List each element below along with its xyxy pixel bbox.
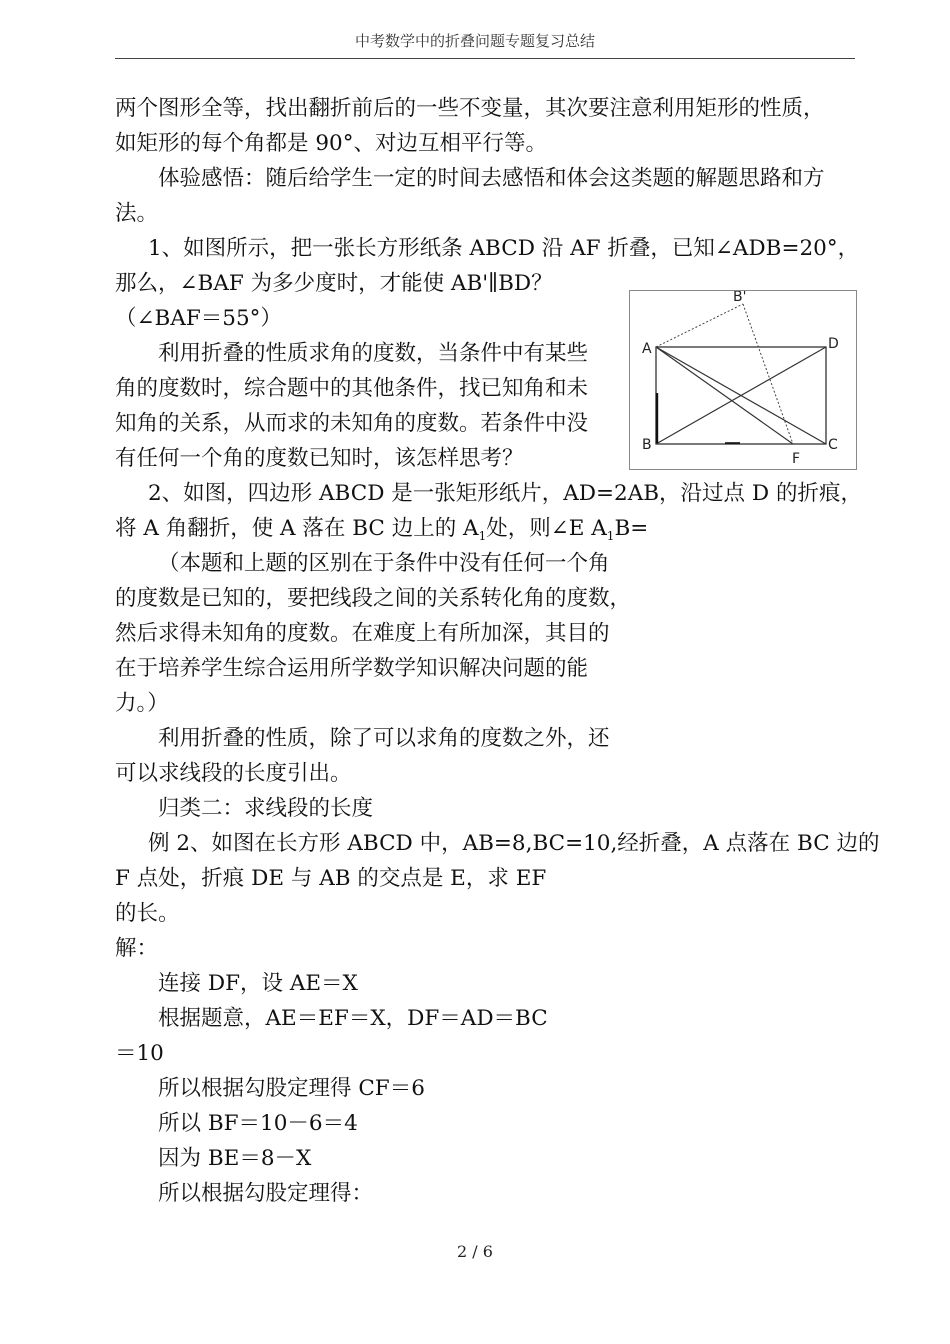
text-line: 体验感悟：随后给学生一定的时间去感悟和体会这类题的解题思路和方 — [158, 166, 825, 191]
solution-step: 所以根据勾股定理得 CF＝6 — [158, 1076, 425, 1101]
text-line: 那么，∠BAF 为多少度时，才能使 AB'∥BD？ — [115, 271, 553, 296]
text-line: F 点处，折痕 DE 与 AB 的交点是 E，求 EF — [115, 866, 547, 891]
text-line: 的度数是已知的，要把线段之间的关系转化角的度数， — [115, 586, 632, 611]
solution-step: 所以 BF＝10－6＝4 — [158, 1111, 358, 1136]
text-line: 两个图形全等，找出翻折前后的一些不变量，其次要注意利用矩形的性质， — [115, 96, 825, 121]
fold-line-af — [656, 347, 793, 444]
label-b: B — [642, 437, 652, 453]
example-2: 例 2、如图在长方形 ABCD 中，AB=8,BC=10,经折叠，A 点落在 BC 边的 — [148, 831, 880, 856]
text-line: 然后求得未知角的度数。在难度上有所加深，其目的 — [115, 621, 610, 646]
solution-step: 连接 DF，设 AE＝X — [158, 971, 358, 996]
problem-2: 2、如图，四边形 ABCD 是一张矩形纸片，AD=2AB，沿过点 D 的折痕， — [148, 481, 862, 506]
problem-1: 1、如图所示，把一张长方形纸条 ABCD 沿 AF 折叠，已知∠ADB=20°， — [148, 236, 860, 261]
text-line: 法。 — [115, 201, 159, 226]
text-line: 角的度数时，综合题中的其他条件，找已知角和未 — [115, 376, 589, 401]
answer-1: （∠BAF＝55°） — [115, 306, 282, 331]
solution-label: 解： — [115, 936, 159, 961]
text-span: 将 A 角翻折，使 A 落在 BC 边上的 A — [115, 516, 479, 541]
page-header: 中考数学中的折叠问题专题复习总结 — [354, 32, 595, 50]
text-line: 利用折叠的性质，除了可以求角的度数之外，还 — [158, 726, 610, 751]
fold-figure — [629, 290, 857, 470]
text-line: （本题和上题的区别在于条件中没有任何一个角 — [158, 551, 610, 576]
solution-step: 根据题意，AE＝EF＝X，DF＝AD＝BC — [158, 1006, 548, 1031]
solution-step: 所以根据勾股定理得： — [158, 1181, 374, 1206]
label-c: C — [828, 437, 838, 453]
solution-step: 因为 BE＝8－X — [158, 1146, 312, 1171]
dotted-b-prime-f — [743, 304, 793, 444]
text-span: 处，则∠E A — [486, 516, 607, 541]
label-b-prime: B' — [733, 291, 747, 305]
label-f: F — [792, 451, 801, 467]
text-line: 有任何一个角的度数已知时，该怎样思考？ — [115, 446, 524, 471]
label-a: A — [642, 341, 652, 357]
text-line: 的长。 — [115, 901, 180, 926]
text-line: 力。） — [115, 691, 169, 716]
text-span: B= — [614, 516, 649, 541]
dotted-ab-prime — [656, 304, 743, 347]
subscript: 1 — [606, 529, 615, 543]
section-heading: 归类二：求线段的长度 — [158, 796, 374, 821]
text-line: 在于培养学生综合运用所学数学知识解决问题的能 — [115, 656, 589, 681]
problem-2-question — [115, 514, 648, 551]
label-d: D — [828, 336, 839, 352]
text-line: 可以求线段的长度引出。 — [115, 761, 352, 786]
fold-diagram — [630, 291, 856, 469]
page-number: 2 / 6 — [457, 1242, 493, 1261]
subscript: 1 — [478, 529, 487, 543]
text-line: 如矩形的每个角都是 90°、对边互相平行等。 — [115, 131, 547, 156]
header-divider — [115, 58, 855, 59]
text-line: 知角的关系，从而求的未知角的度数。若条件中没 — [115, 411, 589, 436]
solution-step: ＝10 — [115, 1041, 164, 1066]
text-line: 利用折叠的性质求角的度数，当条件中有某些 — [158, 341, 589, 366]
